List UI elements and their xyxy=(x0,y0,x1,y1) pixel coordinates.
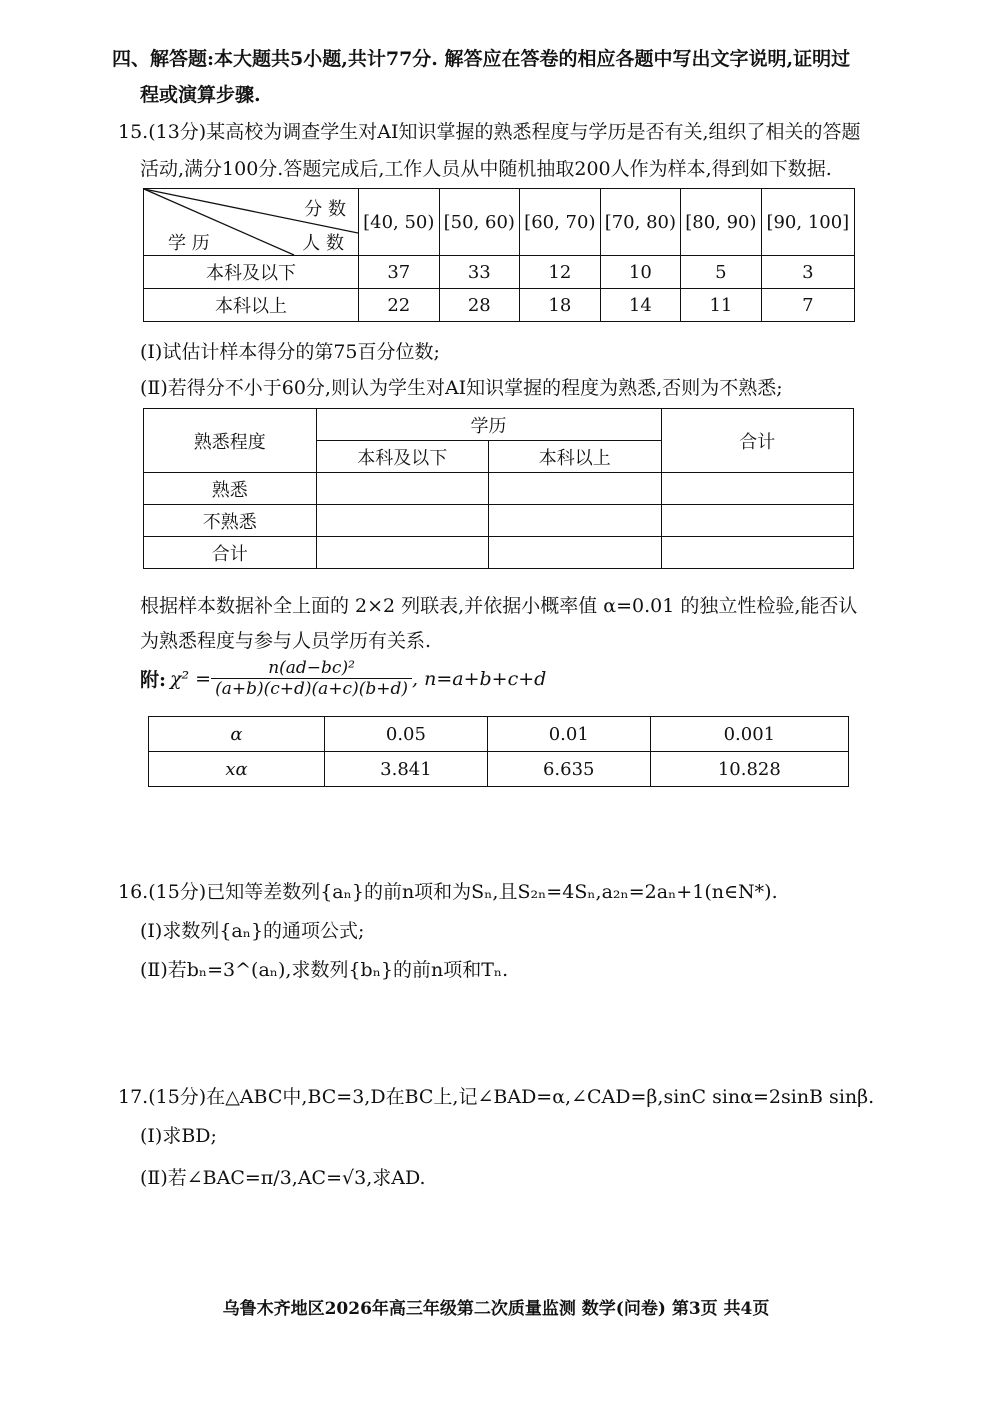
diag-label-education: 学 历 xyxy=(168,233,210,254)
q16-stem: 16.(15分)已知等差数列{aₙ}的前n项和为Sₙ,且S₂ₙ=4Sₙ,a₂ₙ=2aₙ+1(n∈N*). xyxy=(118,881,778,903)
row-label: 熟悉 xyxy=(144,473,317,505)
table-row xyxy=(144,537,854,569)
table-cell: 0.05 xyxy=(325,717,488,752)
table-row xyxy=(149,752,849,787)
table-row xyxy=(144,256,855,289)
empty-cell xyxy=(489,505,662,537)
row-label: 本科以上 xyxy=(144,289,359,322)
col-header: [50, 60) xyxy=(439,189,520,256)
q15-stem-line2: 活动,满分100分.答题完成后,工作人员从中随机抽取200人作为样本,得到如下数据. xyxy=(140,158,832,180)
row-label: 不熟悉 xyxy=(144,505,317,537)
table-row xyxy=(144,505,854,537)
diag-label-score: 分 数 xyxy=(304,199,346,220)
col-header: [40, 50) xyxy=(359,189,440,256)
diag-label-count: 人 数 xyxy=(302,233,344,254)
table-diagonal-header xyxy=(144,189,359,256)
table-cell: 37 xyxy=(359,256,440,289)
table-row xyxy=(149,717,849,752)
q15-note-line2: 为熟悉程度与参与人员学历有关系. xyxy=(140,630,432,652)
q17-part1: (Ⅰ)求BD; xyxy=(140,1125,217,1147)
q15-stem-line1: 15.(13分)某高校为调查学生对AI知识掌握的熟悉程度与学历是否有关,组织了相关的答题 xyxy=(118,121,861,143)
table-cell: 12 xyxy=(520,256,601,289)
section-header-line1: 四、解答题:本大题共5小题,共计77分. 解答应在答卷的相应各题中写出文字说明,证明过 xyxy=(112,48,851,70)
empty-cell xyxy=(661,537,853,569)
critical-value-table xyxy=(148,716,849,787)
q15-part2: (Ⅱ)若得分不小于60分,则认为学生对AI知识掌握的程度为熟悉,否则为不熟悉; xyxy=(140,377,783,399)
formula-denominator: (a+b)(c+d)(a+c)(b+d) xyxy=(215,679,408,699)
sub-header: 本科以上 xyxy=(489,441,662,473)
empty-cell xyxy=(316,505,489,537)
q16-part1: (Ⅰ)求数列{aₙ}的通项公式; xyxy=(140,920,365,942)
table-row xyxy=(144,473,854,505)
total-col-header: 合计 xyxy=(661,409,853,473)
col-header: [70, 80) xyxy=(600,189,681,256)
chi-square-formula xyxy=(140,658,546,699)
page-footer: 乌鲁木齐地区2026年高三年级第二次质量监测 数学(问卷) 第3页 共4页 xyxy=(222,1299,770,1319)
table-cell: 14 xyxy=(600,289,681,322)
group-header: 学历 xyxy=(316,409,661,441)
q15-note-line1: 根据样本数据补全上面的 2×2 列联表,并依据小概率值 α=0.01 的独立性检验,能否认 xyxy=(140,595,858,617)
score-distribution-table xyxy=(143,188,855,322)
section-header-line2: 程或演算步骤. xyxy=(140,84,261,106)
table-cell: 11 xyxy=(681,289,762,322)
table-cell: 18 xyxy=(520,289,601,322)
row-label: α xyxy=(149,717,325,752)
table-cell: 3 xyxy=(761,256,854,289)
col-header: [60, 70) xyxy=(520,189,601,256)
table-cell: 10.828 xyxy=(650,752,848,787)
table-cell: 5 xyxy=(681,256,762,289)
table-cell: 22 xyxy=(359,289,440,322)
table-cell: 0.001 xyxy=(650,717,848,752)
row-label: 合计 xyxy=(144,537,317,569)
col-header: [80, 90) xyxy=(681,189,762,256)
empty-cell xyxy=(489,537,662,569)
empty-cell xyxy=(316,537,489,569)
table-cell: 10 xyxy=(600,256,681,289)
corner-cell: 熟悉程度 xyxy=(144,409,317,473)
q16-part2: (Ⅱ)若bₙ=3^(aₙ),求数列{bₙ}的前n项和Tₙ. xyxy=(140,959,509,981)
appendix-label: 附: xyxy=(140,669,167,691)
table-cell: 6.635 xyxy=(487,752,650,787)
row-label: xα xyxy=(149,752,325,787)
col-header: [90, 100] xyxy=(761,189,854,256)
formula-fraction xyxy=(211,658,412,699)
sub-header: 本科及以下 xyxy=(316,441,489,473)
contingency-table xyxy=(143,408,854,569)
empty-cell xyxy=(489,473,662,505)
table-cell: 7 xyxy=(761,289,854,322)
q17-stem: 17.(15分)在△ABC中,BC=3,D在BC上,记∠BAD=α,∠CAD=β,sinC sinα=2sinB sinβ. xyxy=(118,1086,875,1108)
empty-cell xyxy=(661,473,853,505)
table-cell: 0.01 xyxy=(487,717,650,752)
table-cell: 3.841 xyxy=(325,752,488,787)
empty-cell xyxy=(316,473,489,505)
table-cell: 33 xyxy=(439,256,520,289)
empty-cell xyxy=(661,505,853,537)
table-cell: 28 xyxy=(439,289,520,322)
formula-lhs: χ² = xyxy=(170,667,212,690)
formula-numerator: n(ad−bc)² xyxy=(211,658,412,679)
q15-part1: (Ⅰ)试估计样本得分的第75百分位数; xyxy=(140,341,440,363)
table-row xyxy=(144,289,855,322)
row-label: 本科及以下 xyxy=(144,256,359,289)
formula-rhs: , n=a+b+c+d xyxy=(412,667,547,690)
q17-part2: (Ⅱ)若∠BAC=π/3,AC=√3,求AD. xyxy=(140,1167,426,1189)
